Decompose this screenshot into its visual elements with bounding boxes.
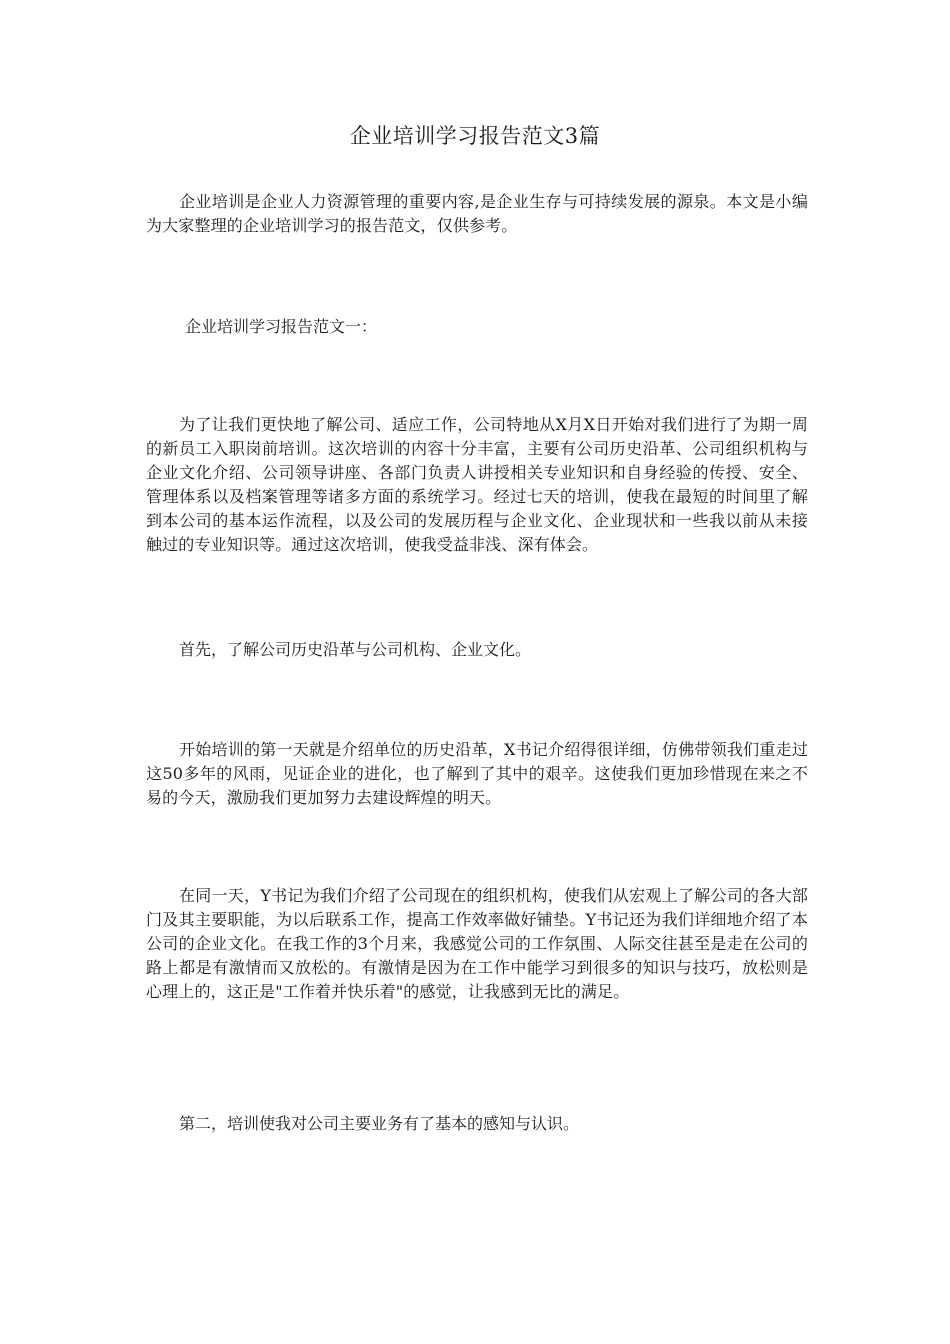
paragraph-1: 为了让我们更快地了解公司、适应工作，公司特地从X月X日开始对我们进行了为期一周的新员工入职岗前培训。这次培训的内容十分丰富，主要有公司历史沿革、公司组织机构与企业文化介绍、公司领导讲座、各部门负责人讲授相关专业知识和自身经验的传授、安全、管理体系以及档案管理等诸多方面的系统学习。经过七天的培训，使我在最短的时间里了解到本公司的基本运作流程，以及公司的发展历程与企业文化、企业现状和一些我以前从未接触过的专业知识等。通过这次培训，使我受益非浅、深有体会。 (146, 415, 808, 554)
paragraph-3: 开始培训的第一天就是介绍单位的历史沿革，X书记介绍得很详细，仿佛带领我们重走过这50多年的风雨，见证企业的进化，也了解到了其中的艰辛。这使我们更加珍惜现在来之不易的今天，激励我们更加努力去建设辉煌的明天。 (146, 740, 808, 807)
section-heading: 企业培训学习报告范文一： (185, 317, 378, 336)
paragraph-4: 在同一天，Y书记为我们介绍了公司现在的组织机构，使我们从宏观上了解公司的各大部门及其主要职能，为以后联系工作，提高工作效率做好铺垫。Y书记还为我们详细地介绍了本公司的企业文化。在我工作的3个月来，我感觉公司的工作氛围、人际交往甚至是走在公司的路上都是有激情而又放松的。有激情是因为在工作中能学习到很多的知识与技巧，放松则是心理上的，这正是"工作着并快乐着"的感觉，让我感到无比的满足。 (146, 886, 808, 1001)
intro-paragraph: 企业培训是企业人力资源管理的重要内容,是企业生存与可持续发展的源泉。本文是小编为大家整理的企业培训学习的报告范文，仅供参考。 (146, 192, 808, 235)
paragraph-2-subheading: 首先，了解公司历史沿革与公司机构、企业文化。 (179, 640, 532, 659)
document-title: 企业培训学习报告范文3篇 (349, 124, 601, 148)
paragraph-5-subheading: 第二，培训使我对公司主要业务有了基本的感知与认识。 (179, 1114, 580, 1133)
